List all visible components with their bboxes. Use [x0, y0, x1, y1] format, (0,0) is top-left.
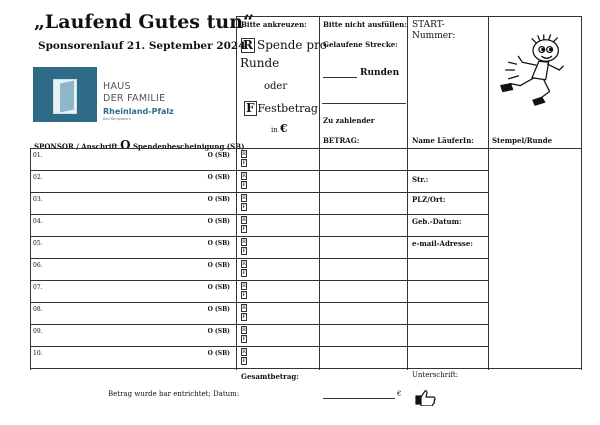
nicht-title: Bitte nicht ausfüllen:: [323, 20, 407, 29]
runden-label: Runden: [360, 68, 400, 78]
logo-line-4: Bad Bergzabern: [103, 117, 131, 121]
f-box[interactable]: F: [242, 314, 246, 320]
row-number: 06.: [33, 262, 43, 269]
logo-line-3: Rheinland-Pfalz: [103, 107, 174, 116]
r-box[interactable]: R: [242, 283, 246, 289]
f-label: Festbetrag: [257, 102, 318, 115]
betrag-line: [322, 103, 406, 104]
r-f-checkboxes: [241, 282, 247, 300]
row-divider: [30, 302, 488, 303]
name-label: Name LäuferIn:: [412, 136, 474, 145]
str-label: Str.:: [412, 175, 429, 184]
row-number: 08.: [33, 306, 43, 313]
r-f-checkboxes: [241, 304, 247, 322]
f-box[interactable]: F: [242, 270, 246, 276]
stempel-label: Stempel/Runde: [492, 136, 553, 145]
strecke-label: Gelaufene Strecke:: [323, 40, 398, 49]
r-f-checkboxes: [241, 194, 247, 212]
row-number: 09.: [33, 328, 43, 335]
grid-divider-b: [319, 16, 320, 370]
oder-label: oder: [264, 81, 288, 92]
euro-sign: €: [279, 122, 288, 135]
geb-label: Geb.-Datum:: [412, 217, 462, 226]
row-number: 10.: [33, 350, 43, 357]
grid-divider-c: [407, 16, 408, 370]
sb-checkbox-label[interactable]: O (SB): [207, 262, 230, 269]
thumbs-up-icon: [414, 388, 438, 406]
grid-top-border: [236, 16, 581, 17]
sponsor-header-o: O: [120, 138, 131, 152]
row-divider: [30, 258, 488, 259]
footer-betrag-line[interactable]: [323, 398, 395, 399]
r-f-checkboxes: [241, 216, 247, 234]
gesamtbetrag-label: Gesamtbetrag:: [241, 372, 299, 381]
betrag-label: BETRAG:: [323, 136, 360, 145]
in-label: in: [271, 126, 278, 134]
r-box[interactable]: R: [242, 195, 246, 201]
runden-blank-line[interactable]: [323, 77, 357, 78]
page-subtitle: Sponsorenlauf 21. September 2024: [38, 40, 246, 52]
r-label: Spende pro: [256, 38, 327, 52]
logo-line-2: DER FAMILIE: [103, 93, 166, 104]
row-number: 07.: [33, 284, 43, 291]
r-label-runde: Runde: [240, 56, 280, 70]
r-checkbox[interactable]: R: [243, 38, 253, 52]
r-f-checkboxes: [241, 348, 247, 366]
plz-label: PLZ/Ort:: [412, 195, 446, 204]
f-box[interactable]: F: [242, 248, 246, 254]
sb-checkbox-label[interactable]: O (SB): [207, 196, 230, 203]
r-box[interactable]: R: [242, 349, 246, 355]
sponsor-header: [34, 138, 244, 152]
logo-line-1: HAUS: [103, 81, 131, 92]
sb-checkbox-label[interactable]: O (SB): [207, 284, 230, 291]
ankreuzen-title: Bitte ankreuzen:: [241, 20, 307, 29]
f-box[interactable]: F: [242, 182, 246, 188]
sb-checkbox-label[interactable]: O (SB): [207, 152, 230, 159]
sb-checkbox-label[interactable]: O (SB): [207, 328, 230, 335]
r-box[interactable]: R: [242, 261, 246, 267]
running-cartoon-icon: [495, 34, 573, 106]
row-divider: [30, 280, 488, 281]
r-f-checkboxes: [241, 260, 247, 278]
f-box[interactable]: F: [242, 292, 246, 298]
option-spende-pro-runde[interactable]: [241, 38, 327, 53]
r-f-checkboxes: [241, 150, 247, 168]
f-checkbox[interactable]: F: [246, 101, 255, 115]
grid-right-border: [581, 16, 582, 370]
option-festbetrag[interactable]: [244, 101, 318, 116]
row-number: 02.: [33, 174, 43, 181]
start-label-2: Nummer:: [412, 31, 456, 41]
footer-euro-sign: €: [397, 390, 402, 398]
row-divider: [30, 368, 581, 369]
row-number: 04.: [33, 218, 43, 225]
sb-checkbox-label[interactable]: O (SB): [207, 240, 230, 247]
logo-mark: [33, 67, 97, 122]
sb-checkbox-label[interactable]: O (SB): [207, 350, 230, 357]
grid-left-border: [30, 148, 31, 370]
zahlender-label: Zu zahlender: [323, 116, 375, 125]
r-box[interactable]: R: [242, 305, 246, 311]
grid-header-line: [30, 148, 581, 149]
r-box[interactable]: R: [242, 327, 246, 333]
logo: [33, 67, 183, 122]
row-divider: [30, 236, 488, 237]
in-euro-label: [271, 122, 288, 135]
sponsor-header-prefix: SPONSOR / Anschrift: [34, 142, 118, 151]
sb-checkbox-label[interactable]: O (SB): [207, 218, 230, 225]
sb-checkbox-label[interactable]: O (SB): [207, 306, 230, 313]
sb-checkbox-label[interactable]: O (SB): [207, 174, 230, 181]
unterschrift-label: Unterschrift:: [412, 371, 459, 379]
r-box[interactable]: R: [242, 217, 246, 223]
f-box[interactable]: F: [242, 204, 246, 210]
row-divider: [30, 346, 488, 347]
grid-divider-a: [236, 16, 237, 370]
f-box[interactable]: F: [242, 336, 246, 342]
f-box[interactable]: F: [242, 160, 246, 166]
r-f-checkboxes: [241, 326, 247, 344]
bar-entrichtet-label: Betrag wurde bar entrichtet; Datum:: [108, 390, 240, 398]
row-number: 01.: [33, 152, 43, 159]
row-number: 03.: [33, 196, 43, 203]
sponsor-header-suffix: Spendenbescheinigung (SB): [132, 142, 245, 151]
r-f-checkboxes: [241, 238, 247, 256]
r-f-checkboxes: [241, 172, 247, 190]
start-label: START-: [412, 20, 445, 30]
r-box[interactable]: R: [242, 239, 246, 245]
r-box[interactable]: R: [242, 173, 246, 179]
email-label: e-mail-Adresse:: [412, 239, 473, 248]
f-box[interactable]: F: [242, 358, 246, 364]
row-number: 05.: [33, 240, 43, 247]
f-box[interactable]: F: [242, 226, 246, 232]
page-title: „Laufend Gutes tun“: [34, 11, 254, 33]
grid-divider-d: [488, 16, 489, 370]
row-divider: [30, 170, 488, 171]
row-divider: [30, 192, 488, 193]
r-box[interactable]: R: [242, 151, 246, 157]
row-divider: [30, 214, 488, 215]
row-divider: [30, 324, 488, 325]
door-open-icon: [60, 81, 74, 113]
